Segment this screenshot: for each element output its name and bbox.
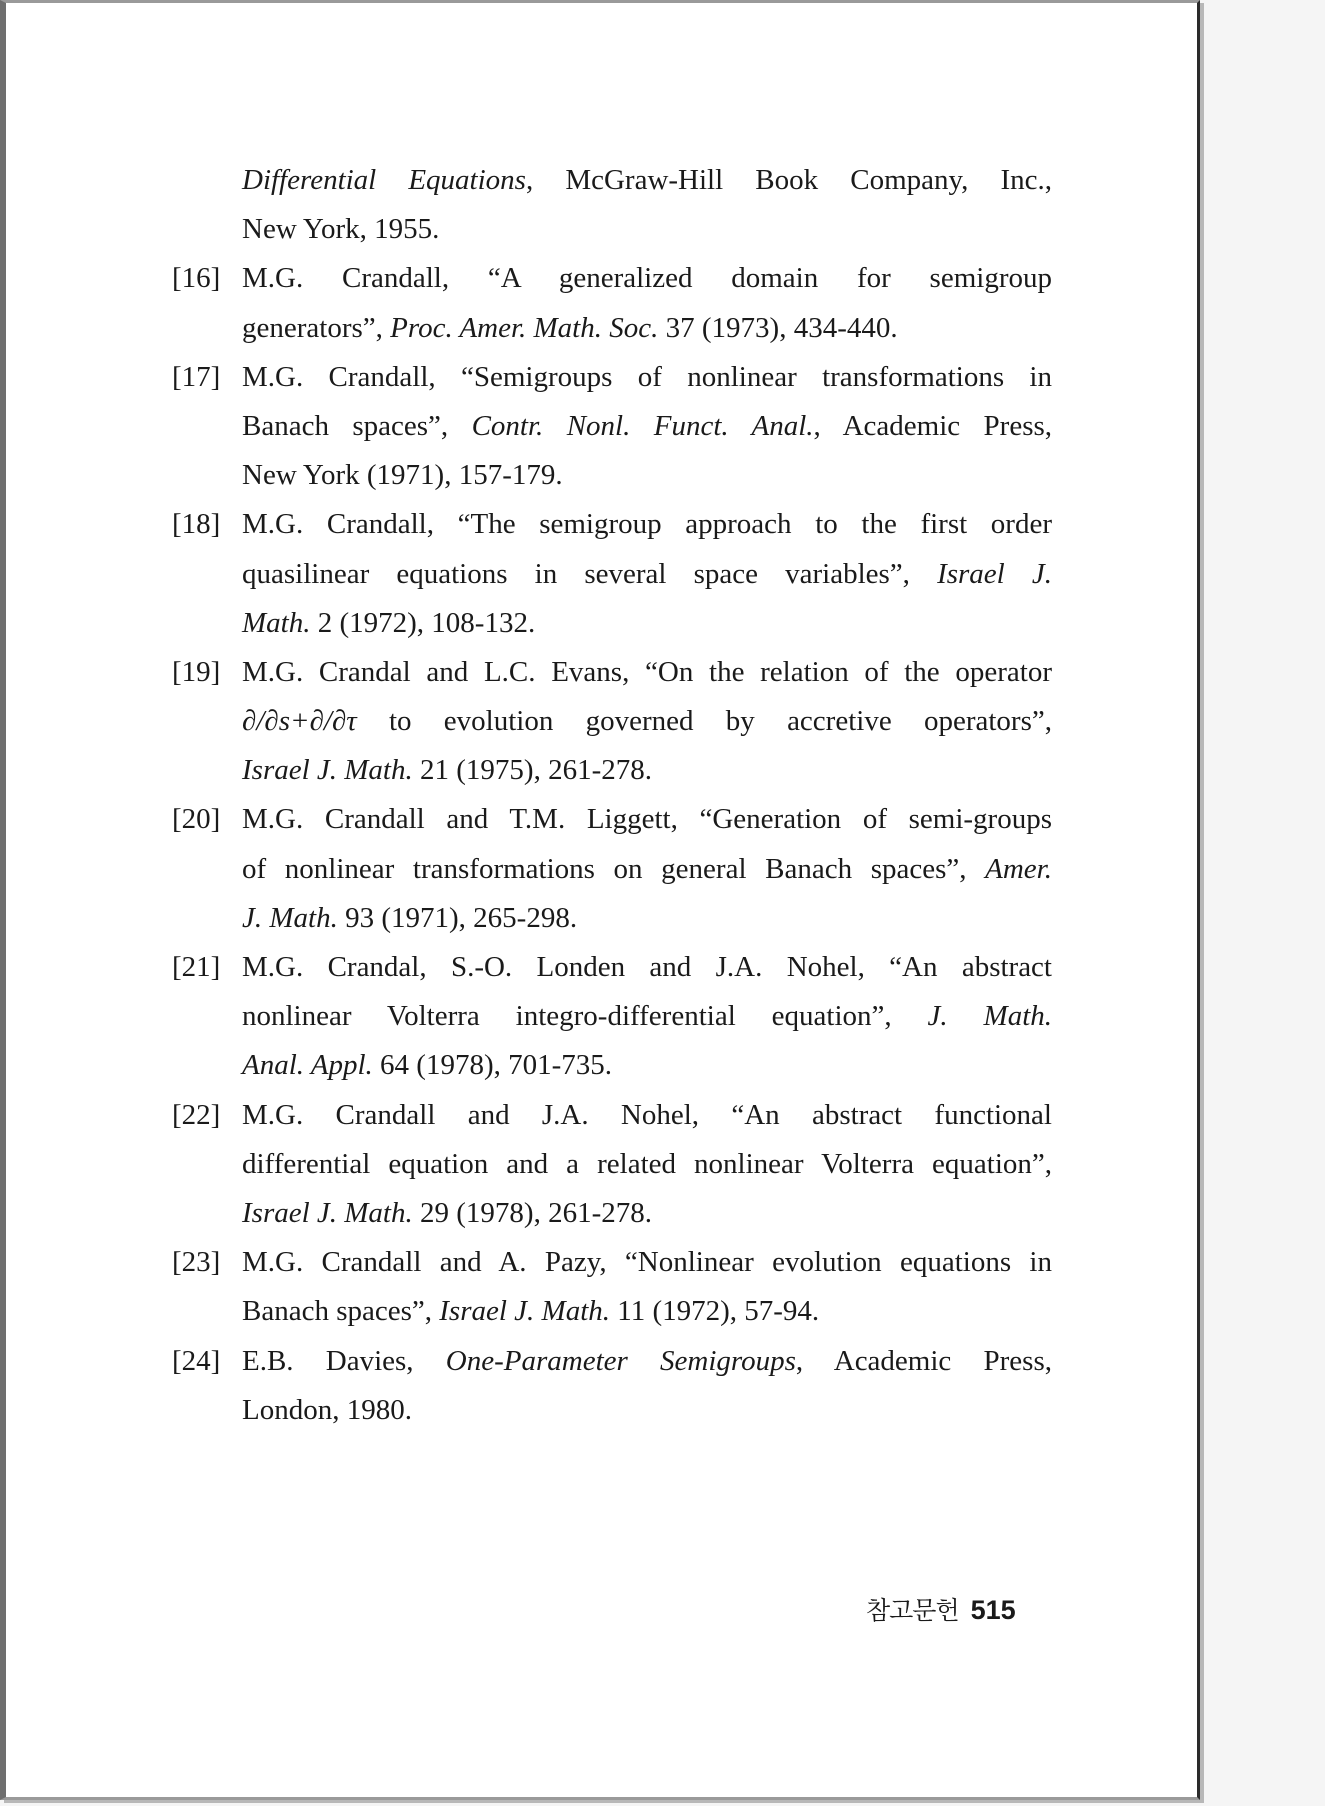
reference-line [172,1140,1052,1189]
reference-line [172,943,1052,992]
reference-line [172,402,1052,451]
reference-entry [172,500,1052,648]
reference-number: [18] [172,508,221,541]
reference-segment: to evolution governed by accretive operators”, [356,705,1052,738]
reference-line [172,550,1052,599]
reference-text [242,1337,1052,1386]
reference-segment: 11 (1972), 57-94. [610,1295,820,1328]
reference-line [172,156,1052,205]
reference-segment: 37 (1973), 434-440. [658,311,898,344]
reference-segment: 2 (1972), 108-132. [310,606,536,639]
reference-segment: M.G. Crandall, “The semigroup approach to the first order [242,508,1052,541]
reference-segment: 93 (1971), 265-298. [337,901,578,934]
reference-line [172,1238,1052,1287]
reference-segment: M.G. Crandall and A. Pazy, “Nonlinear evolution equations in [242,1246,1052,1279]
reference-line [172,845,1052,894]
italic-title: Anal. Appl. [242,1049,373,1082]
reference-segment: quasilinear equations in several space variables”, [242,557,938,590]
reference-entry [172,1337,1052,1435]
reference-line [172,304,1052,353]
reference-segment: 29 (1978), 261-278. [412,1196,652,1229]
reference-segment: , Academic Press, [813,409,1053,442]
reference-number: [20] [172,803,221,836]
reference-line [172,746,1052,795]
reference-segment: E.B. Davies, [242,1344,446,1377]
italic-title: Differential Equations [242,164,526,196]
reference-text [242,353,1052,402]
reference-entry [172,254,1052,352]
reference-segment: of nonlinear transformations on general Banach spaces”, [242,852,986,885]
reference-line [172,648,1052,697]
reference-segment: , Academic Press, [795,1344,1052,1377]
reference-line [172,1189,1052,1238]
reference-text [242,254,1052,303]
reference-list [172,156,1052,1435]
italic-title: Israel J. Math. [242,1196,413,1229]
reference-line [172,1287,1052,1336]
reference-text [242,1238,1052,1287]
reference-text [242,795,1052,844]
reference-text [242,1091,1052,1140]
reference-line [172,254,1052,303]
italic-title: Israel J. [937,557,1052,590]
reference-line [172,795,1052,844]
reference-number: [22] [172,1098,221,1131]
reference-segment: M.G. Crandall and J.A. Nohel, “An abstract functional [242,1098,1052,1131]
reference-text [242,943,1052,992]
reference-line [172,1041,1052,1090]
reference-entry [172,648,1052,796]
italic-title: ∂/∂s+∂/∂τ [242,705,357,738]
reference-text [242,648,1052,697]
reference-segment: M.G. Crandall and T.M. Liggett, “Generation of semi-groups [242,803,1052,836]
reference-segment: Banach spaces”, [242,1295,440,1328]
reference-segment: New York, 1955. [242,213,440,246]
italic-title: J. Math. [927,1000,1052,1033]
reference-line [172,992,1052,1041]
reference-entry [172,156,1052,254]
italic-title: One-Parameter Semigroups [445,1344,796,1377]
reference-segment: New York (1971), 157-179. [242,459,563,492]
italic-title: Contr. Nonl. Funct. Anal. [471,409,814,442]
reference-text [242,500,1052,549]
reference-number: [24] [172,1344,221,1377]
reference-number: [16] [172,262,221,295]
reference-line [172,1337,1052,1386]
reference-segment: 64 (1978), 701-735. [372,1049,613,1082]
reference-number: [19] [172,655,221,688]
reference-segment: Banach spaces”, [242,409,472,442]
reference-line [172,451,1052,500]
page-number: 515 [970,1595,1016,1625]
reference-segment: M.G. Crandal, S.-O. Londen and J.A. Nohel, “An abstract [242,951,1052,983]
reference-line [172,697,1052,746]
reference-segment: M.G. Crandall, “Semigroups of nonlinear transformations in [242,360,1052,393]
reference-number: [21] [172,951,221,983]
reference-entry [172,353,1052,501]
italic-title: Proc. Amer. Math. Soc. [390,311,659,344]
reference-entry [172,1091,1052,1239]
reference-segment: generators”, [242,311,391,344]
reference-segment: 21 (1975), 261-278. [412,754,652,787]
reference-line [172,599,1052,648]
reference-segment: M.G. Crandall, “A generalized domain for semigroup [242,262,1052,295]
italic-title: J. Math. [242,901,338,934]
reference-line [172,894,1052,943]
reference-line [172,1386,1052,1435]
italic-title: Israel J. Math. [439,1295,611,1328]
reference-segment: differential equation and a related nonlinear Volterra equation”, [242,1147,1052,1180]
reference-entry [172,943,1052,1091]
page-footer [866,1591,1016,1627]
reference-line [172,1091,1052,1140]
italic-title: Israel J. Math. [242,754,413,787]
reference-entry [172,1238,1052,1336]
reference-entry [172,795,1052,943]
running-section-title: 참고문헌 [866,1596,959,1625]
reference-segment: London, 1980. [242,1393,412,1426]
reference-line [172,500,1052,549]
reference-segment: , McGraw-Hill Book Company, Inc., [525,164,1052,196]
reference-line [172,205,1052,254]
reference-number: [17] [172,360,221,393]
reference-line [172,353,1052,402]
italic-title: Math. [242,606,311,639]
reference-number: [23] [172,1246,221,1279]
italic-title: Amer. [985,852,1052,885]
reference-segment: M.G. Crandal and L.C. Evans, “On the relation of the operator [242,655,1052,688]
reference-segment: nonlinear Volterra integro-differential equation”, [242,1000,928,1033]
